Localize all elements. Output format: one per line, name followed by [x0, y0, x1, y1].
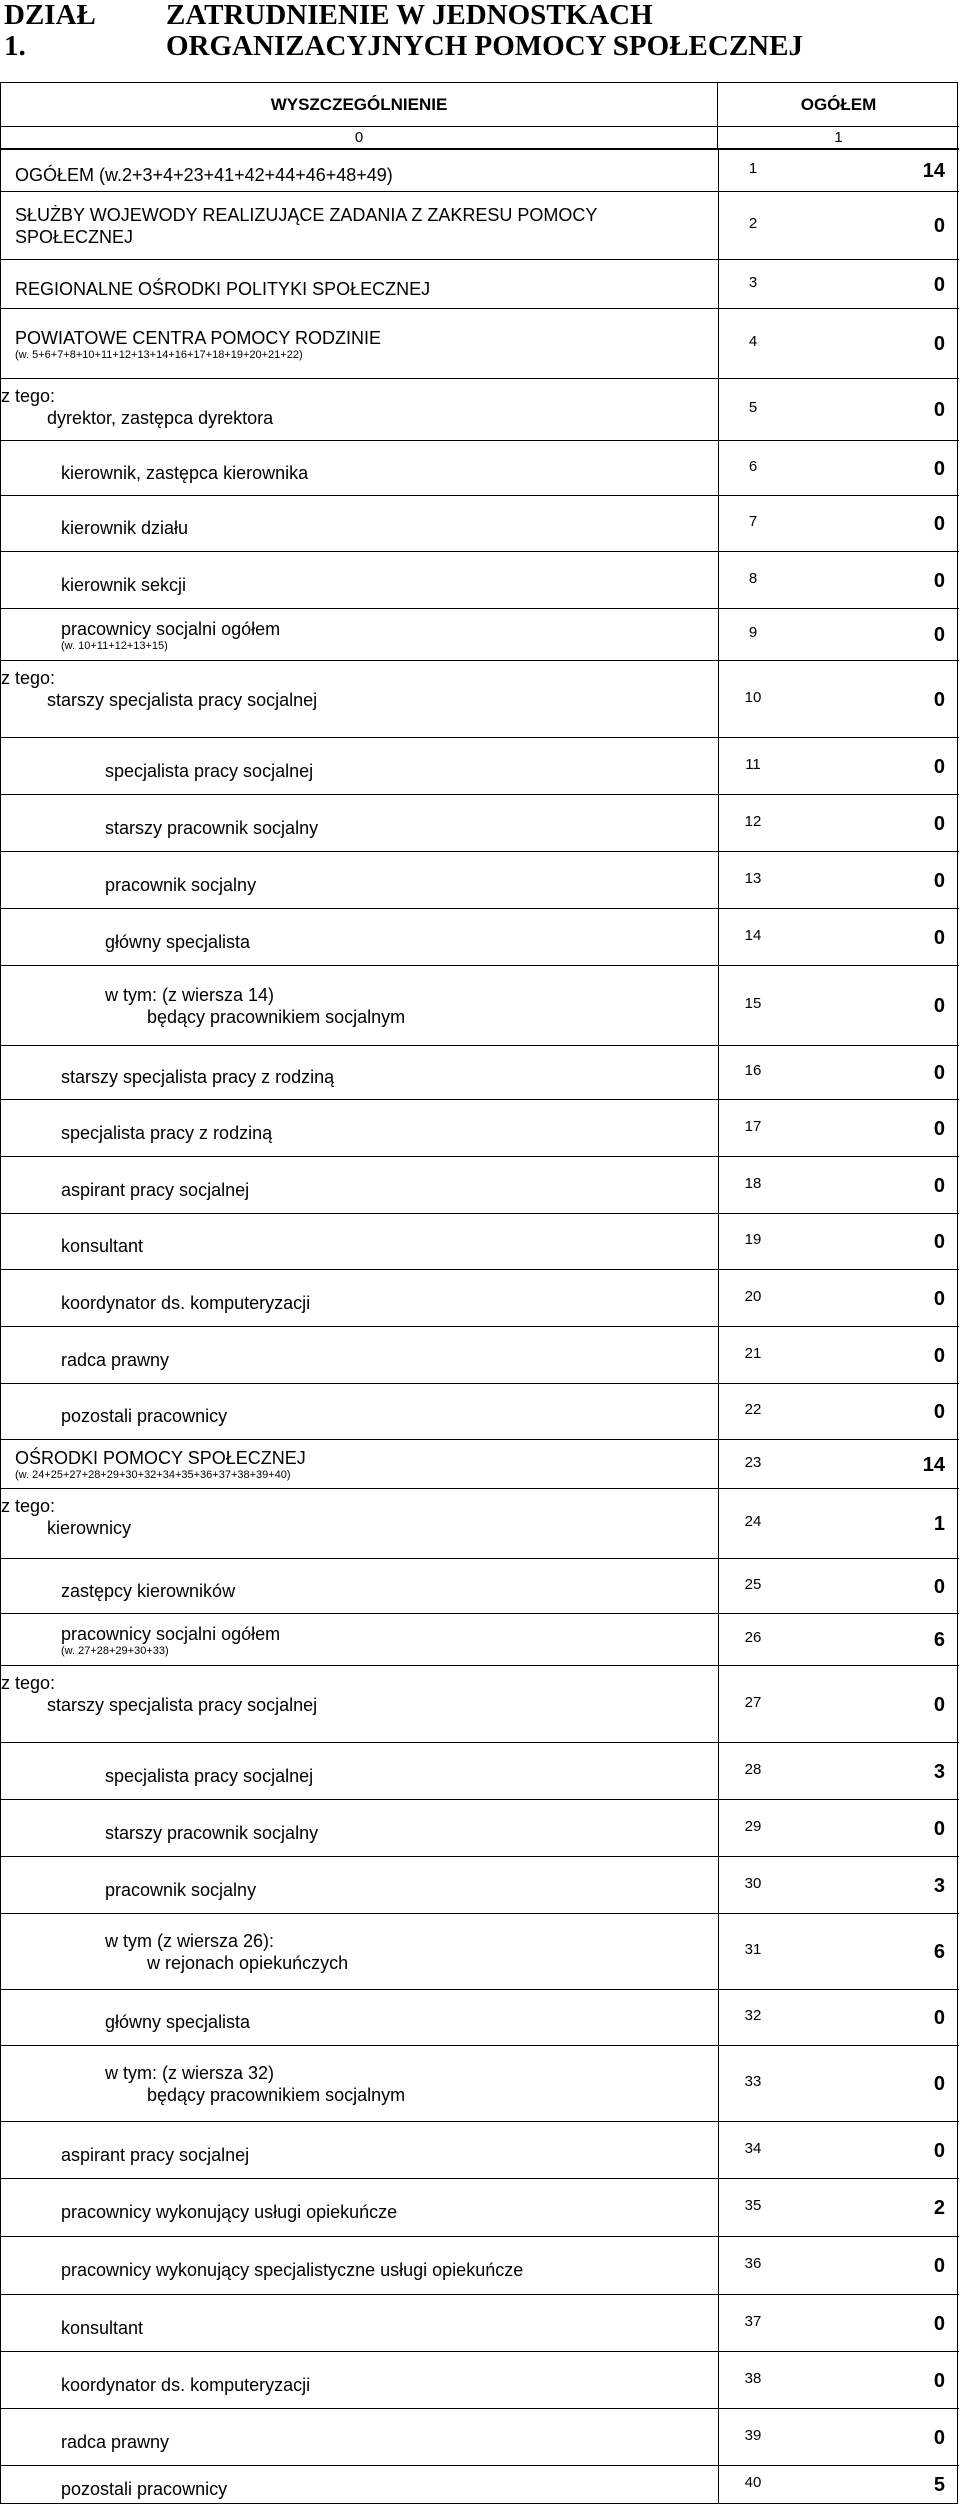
row-value: 0: [933, 399, 945, 421]
row-number: 38: [744, 2370, 762, 2387]
row-prefix: z tego:: [1, 668, 56, 688]
row-label-continuation: w rejonach opiekuńczych: [147, 1953, 349, 1973]
row-value: 2: [933, 2197, 945, 2219]
row-label: [1, 1495, 131, 1539]
row-label: [105, 931, 250, 953]
row-number: 26: [744, 1629, 762, 1646]
row-value: 0: [933, 2073, 945, 2095]
row-label-text: POWIATOWE CENTRA POMOCY RODZINIE: [15, 328, 382, 348]
row-label: [61, 1235, 143, 1257]
row-number: 10: [744, 689, 762, 706]
section-label: DZIAŁ 1.: [4, 0, 96, 62]
row-value: 6: [933, 1629, 945, 1651]
row-label-text: pracownicy wykonujący specjalistyczne usługi opiekuńcze: [61, 2260, 524, 2280]
table-row: [1, 1099, 959, 1156]
row-number: 4: [748, 333, 758, 350]
table-row: [1, 1439, 959, 1488]
row-value: 0: [933, 1345, 945, 1367]
row-number: 6: [748, 458, 758, 475]
row-label: [61, 574, 186, 596]
row-label: [61, 1292, 310, 1314]
row-label-text: specjalista pracy z rodziną: [61, 1123, 273, 1143]
row-number: 7: [748, 513, 758, 530]
row-formula: (w. 5+6+7+8+10+11+12+13+14+16+17+18+19+20+21+22): [15, 349, 303, 361]
employment-table: [0, 82, 958, 2504]
table-row: [1, 2465, 959, 2503]
row-label: [61, 2478, 227, 2500]
row-number: 24: [744, 1513, 762, 1530]
row-number: 36: [744, 2255, 762, 2272]
row-label-text: konsultant: [61, 1236, 144, 1256]
row-label: [105, 984, 405, 1028]
row-label: [61, 1580, 235, 1602]
row-label: [105, 1879, 256, 1901]
row-number: 17: [744, 1118, 762, 1135]
table-row: [1, 1558, 959, 1613]
row-label: [105, 1822, 318, 1844]
row-value: 6: [933, 1941, 945, 1963]
table-row: [1, 2408, 959, 2465]
row-number: 16: [744, 1062, 762, 1079]
row-number: 15: [744, 995, 762, 1012]
row-value: 0: [933, 1576, 945, 1598]
row-label-text: specjalista pracy socjalnej: [105, 1766, 314, 1786]
row-label-text: pozostali pracownicy: [61, 1406, 228, 1426]
row-label: [105, 1765, 313, 1787]
row-label-text: główny specjalista: [105, 2012, 251, 2032]
row-value: 0: [933, 2370, 945, 2392]
row-label: [61, 517, 188, 539]
row-label: [61, 2374, 310, 2396]
row-label: [105, 760, 313, 782]
table-row: [1, 608, 959, 660]
row-label-text: główny specjalista: [105, 932, 251, 952]
row-number: 30: [744, 1875, 762, 1892]
row-value: 0: [933, 1401, 945, 1423]
row-number: 32: [744, 2007, 762, 2024]
row-label: [61, 2259, 523, 2281]
row-formula: (w. 24+25+27+28+29+30+32+34+35+36+37+38+39+40): [15, 1469, 291, 1481]
row-value: 0: [933, 513, 945, 535]
table-row: [1, 1913, 959, 1989]
row-value: 0: [933, 927, 945, 949]
table-row: [1, 149, 959, 191]
row-label: [105, 817, 318, 839]
row-label-text: w tym (z wiersza 26):: [105, 1931, 275, 1951]
row-value: 14: [922, 160, 945, 182]
row-value: 0: [933, 1818, 945, 1840]
row-label: [15, 1447, 306, 1482]
row-number: 35: [744, 2197, 762, 2214]
row-number: 31: [744, 1941, 762, 1958]
row-label: [61, 618, 280, 653]
row-label: [15, 327, 381, 362]
row-label-text: w tym: (z wiersza 32): [105, 2063, 275, 2083]
row-label-text: pracownik socjalny: [105, 875, 257, 895]
row-label-text: pracownicy wykonujący usługi opiekuńcze: [61, 2202, 398, 2222]
row-label: [61, 1122, 272, 1144]
table-row: [1, 1856, 959, 1913]
row-label: [15, 164, 393, 186]
row-label: [61, 1179, 249, 1201]
row-label: [61, 462, 308, 484]
row-value: 0: [933, 274, 945, 296]
row-value: 0: [933, 2255, 945, 2277]
row-label: [105, 874, 256, 896]
row-label-text: starszy specjalista pracy socjalnej: [47, 1695, 318, 1715]
row-number: 23: [744, 1454, 762, 1471]
row-formula: (w. 27+28+29+30+33): [61, 1645, 169, 1657]
row-number: 28: [744, 1761, 762, 1778]
row-number: 14: [744, 927, 762, 944]
table-row: [1, 1156, 959, 1213]
row-label: [105, 2062, 405, 2106]
row-value: 0: [933, 2313, 945, 2335]
table-row: [1, 1269, 959, 1326]
row-label-text: radca prawny: [61, 1350, 170, 1370]
table-row: [1, 1613, 959, 1665]
table-row: [1, 2236, 959, 2294]
row-label: [1, 1672, 317, 1716]
row-label: [61, 1623, 280, 1658]
row-value: 0: [933, 624, 945, 646]
table-row: [1, 1799, 959, 1856]
table-row: [1, 2045, 959, 2121]
row-value: 0: [933, 333, 945, 355]
row-number: 9: [748, 624, 758, 641]
column-number-right: 1: [718, 127, 959, 149]
row-label-text: specjalista pracy socjalnej: [105, 761, 314, 781]
row-number: 12: [744, 813, 762, 830]
row-value: 0: [933, 2140, 945, 2162]
table-row: [1, 1326, 959, 1383]
table-row: [1, 1383, 959, 1439]
table-row: [1, 794, 959, 851]
row-label: [15, 204, 597, 248]
row-value: 14: [922, 1454, 945, 1476]
row-value: 0: [933, 813, 945, 835]
table-row: [1, 1742, 959, 1799]
section-title-line1: ZATRUDNIENIE W JEDNOSTKACH: [166, 0, 653, 31]
row-label-continuation: SPOŁECZNEJ: [15, 227, 134, 247]
row-value: 0: [933, 1231, 945, 1253]
table-row: [1, 1213, 959, 1269]
row-label-text: zastępcy kierowników: [61, 1581, 236, 1601]
row-label-text: aspirant pracy socjalnej: [61, 1180, 250, 1200]
row-number: 1: [748, 160, 758, 177]
row-value: 0: [933, 689, 945, 711]
table-row: [1, 1989, 959, 2045]
row-value: 0: [933, 1118, 945, 1140]
row-label-text: pozostali pracownicy: [61, 2479, 228, 2499]
row-label-text: kierownik, zastępca kierownika: [61, 463, 309, 483]
row-number: 33: [744, 2073, 762, 2090]
table-row: [1, 2121, 959, 2178]
row-label-text: aspirant pracy socjalnej: [61, 2145, 250, 2165]
row-value: 0: [933, 570, 945, 592]
row-label-text: pracownicy socjalni ogółem: [61, 1624, 281, 1644]
section-title-line2: ORGANIZACYJNYCH POMOCY SPOŁECZNEJ: [166, 30, 803, 62]
row-value: 0: [933, 1694, 945, 1716]
row-number: 25: [744, 1576, 762, 1593]
row-prefix: z tego:: [1, 1673, 56, 1693]
row-label: [61, 2317, 143, 2339]
row-number: 5: [748, 399, 758, 416]
row-label-text: starszy pracownik socjalny: [105, 818, 319, 838]
table-row: [1, 851, 959, 908]
table-row: [1, 1665, 959, 1742]
table-row: [1, 737, 959, 794]
row-label-text: radca prawny: [61, 2432, 170, 2452]
row-value: 0: [933, 2007, 945, 2029]
row-number: 3: [748, 274, 758, 291]
row-label-text: kierownicy: [47, 1518, 132, 1538]
row-label-text: OŚRODKI POMOCY SPOŁECZNEJ: [15, 1448, 306, 1468]
row-label: [61, 1349, 169, 1371]
row-value: 0: [933, 1288, 945, 1310]
table-row: [1, 308, 959, 378]
table-row: [1, 191, 959, 259]
row-value: 3: [933, 1761, 945, 1783]
row-number: 22: [744, 1401, 762, 1418]
row-number: 20: [744, 1288, 762, 1305]
row-label: [15, 278, 430, 300]
table-row: [1, 495, 959, 551]
row-label-text: starszy specjalista pracy socjalnej: [47, 690, 318, 710]
row-label-text: REGIONALNE OŚRODKI POLITYKI SPOŁECZNEJ: [15, 279, 431, 299]
row-label: [61, 2201, 397, 2223]
table-row: [1, 2351, 959, 2408]
table-row: [1, 1488, 959, 1558]
row-number: 39: [744, 2427, 762, 2444]
table-row: [1, 378, 959, 440]
row-value: 3: [933, 1875, 945, 1897]
row-label-text: kierownik działu: [61, 518, 189, 538]
row-value: 0: [933, 756, 945, 778]
row-value: 0: [933, 870, 945, 892]
table-row: [1, 259, 959, 308]
row-number: 21: [744, 1345, 762, 1362]
row-label-text: konsultant: [61, 2318, 144, 2338]
row-number: 18: [744, 1175, 762, 1192]
table-row: [1, 908, 959, 965]
table-row: [1, 551, 959, 608]
row-label-text: dyrektor, zastępca dyrektora: [47, 408, 274, 428]
column-number-left: 0: [1, 127, 718, 149]
row-number: 13: [744, 870, 762, 887]
row-label: [61, 2144, 249, 2166]
row-value: 0: [933, 215, 945, 237]
row-label-text: SŁUŻBY WOJEWODY REALIZUJĄCE ZADANIA Z ZAKRESU POMOCY: [15, 205, 598, 225]
row-label: [61, 1405, 227, 1427]
row-value: 0: [933, 995, 945, 1017]
column-header-description: WYSZCZEGÓLNIENIE: [1, 83, 718, 127]
row-label: [61, 2431, 169, 2453]
row-label-text: OGÓŁEM (w.2+3+4+23+41+42+44+46+48+49): [15, 165, 393, 185]
row-number: 40: [744, 2474, 762, 2491]
row-label-continuation: będący pracownikiem socjalnym: [147, 2085, 406, 2105]
row-prefix: z tego:: [1, 1496, 56, 1516]
row-label-text: w tym: (z wiersza 14): [105, 985, 275, 1005]
row-label: [1, 385, 273, 429]
row-label-text: pracownicy socjalni ogółem: [61, 619, 281, 639]
row-prefix: z tego:: [1, 386, 56, 406]
row-label: [105, 1930, 348, 1974]
row-value: 0: [933, 1175, 945, 1197]
row-number: 19: [744, 1231, 762, 1248]
row-number: 27: [744, 1694, 762, 1711]
row-value: 1: [933, 1513, 945, 1535]
row-value: 0: [933, 2427, 945, 2449]
table-row: [1, 440, 959, 495]
row-number: 8: [748, 570, 758, 587]
row-number: 29: [744, 1818, 762, 1835]
row-label: [1, 667, 317, 711]
row-label-text: koordynator ds. komputeryzacji: [61, 2375, 311, 2395]
table-row: [1, 2178, 959, 2236]
row-label: [105, 2011, 250, 2033]
row-value: 0: [933, 458, 945, 480]
row-label-text: koordynator ds. komputeryzacji: [61, 1293, 311, 1313]
row-value: 5: [933, 2474, 945, 2496]
table-row: [1, 660, 959, 737]
row-number: 2: [748, 215, 758, 232]
table-row: [1, 965, 959, 1045]
row-label-text: kierownik sekcji: [61, 575, 187, 595]
row-label: [61, 1066, 334, 1088]
row-number: 37: [744, 2313, 762, 2330]
row-number: 11: [745, 756, 761, 773]
column-header-total: OGÓŁEM: [718, 83, 959, 127]
row-label-text: starszy pracownik socjalny: [105, 1823, 319, 1843]
row-value: 0: [933, 1062, 945, 1084]
table-row: [1, 1045, 959, 1099]
table-row: [1, 2294, 959, 2351]
row-label-continuation: będący pracownikiem socjalnym: [147, 1007, 406, 1027]
row-label-text: starszy specjalista pracy z rodziną: [61, 1067, 335, 1087]
row-label-text: pracownik socjalny: [105, 1880, 257, 1900]
row-formula: (w. 10+11+12+13+15): [61, 640, 168, 652]
row-number: 34: [744, 2140, 762, 2157]
